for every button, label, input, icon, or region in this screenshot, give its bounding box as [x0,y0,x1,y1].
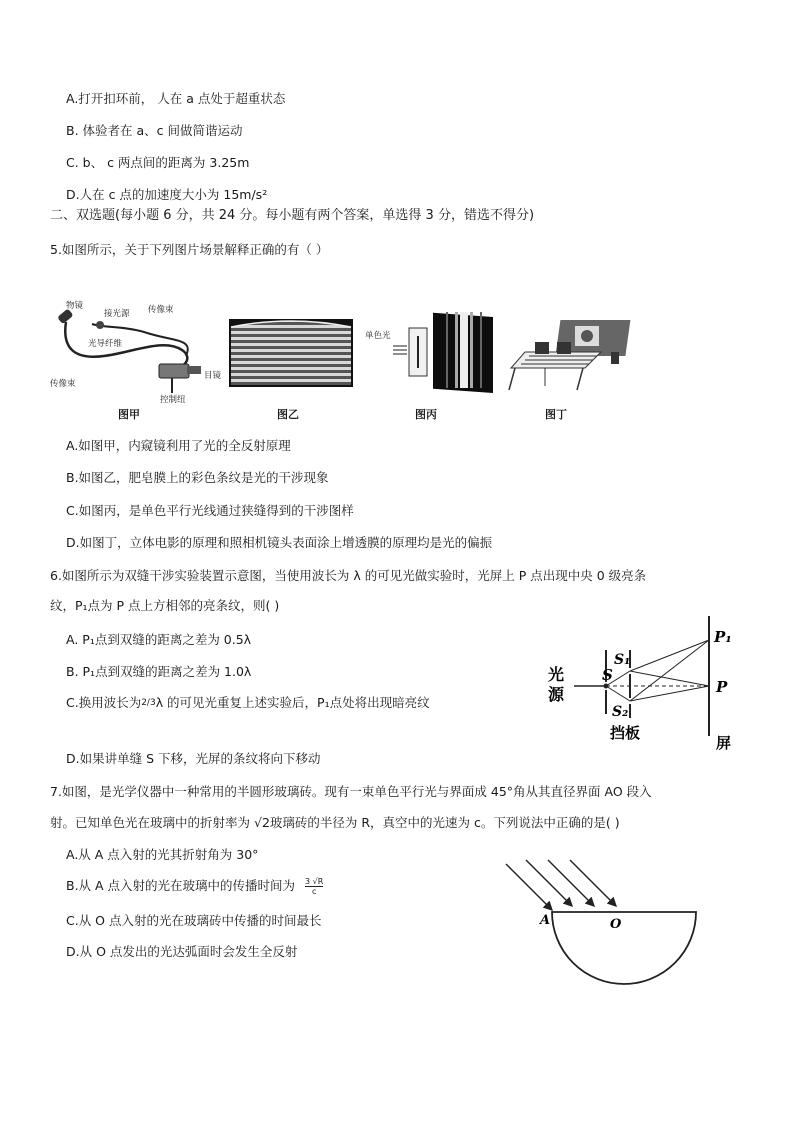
q4-option-b: B. 体验者在 a、c 间做简谐运动 [66,123,243,138]
q6-option-c-lead: C.换用波长为 [66,695,142,710]
q4-option-a: A.打开扣环前， 人在 a 点处于超重状态 [66,91,286,106]
q7-option-a: A.从 A 点入射的光其折射角为 30° [66,847,259,862]
q6-option-c [66,695,430,711]
endoscope-figure [44,298,224,405]
q6-stem-line2: 纹，P₁点为 P 点上方相邻的亮条纹，则( ) [50,598,280,613]
semicircle-glass-diagram [500,858,720,988]
diagram-label-o: O [610,917,622,932]
stereo-projector-figure [505,316,635,396]
section-heading: 二、双选题(每小题 6 分，共 24 分。每小题有两个答案，单选得 3 分，错选不得分) [50,208,535,223]
fig4-caption: 图丁 [545,408,567,421]
q4-option-d: D.人在 c 点的加速度大小为 15m/s² [66,187,268,202]
fig2-caption: 图乙 [277,408,299,421]
diagram-source-bottom: 源 [548,685,565,704]
q7-formula-den: c [311,887,317,896]
q7-option-c: C.从 O 点入射的光在玻璃砖中传播的时间最长 [66,913,322,928]
q7-formula-num: 3 √R [305,877,324,886]
q6-option-c-rest: λ 的可见光重复上述实验后，P₁点处将出现暗亮纹 [155,695,430,710]
q5-option-b: B.如图乙，肥皂膜上的彩色条纹是光的干涉现象 [66,470,329,485]
q6-option-d: D.如果讲单缝 S 下移，光屏的条纹将向下移动 [66,751,321,766]
diagram-label-a: A [540,913,551,928]
diagram-source-top: 光 [548,665,565,684]
fig1-label-control: 控制纽 [160,395,186,405]
diagram-label-p1: P₁ [714,628,732,646]
q4-option-c: C. b、 c 两点间的距离为 3.25m [66,155,250,170]
fig1-label-light: 接光源 [104,309,130,319]
fig3-label: 单色光 [365,331,391,341]
diagram-label-s1: S₁ [614,652,631,668]
diagram-label-p: P [716,678,728,696]
fig1-label-bundle: 传像束 [148,305,174,315]
diagram-label-screen: 屏 [716,734,732,752]
q5-option-c: C.如图丙，是单色平行光线通过狭缝得到的干涉图样 [66,503,354,518]
diagram-label-s: S [602,666,613,684]
q5-option-d: D.如图丁，立体电影的原理和照相机镜头表面涂上增透膜的原理均是光的偏振 [66,535,493,550]
fig1-label-objective: 物镜 [66,301,84,311]
q7-stem-line2: 射。已知单色光在玻璃中的折射率为 √2玻璃砖的半径为 R，真空中的光速为 c。下列说法中正确的是( ) [50,815,620,830]
q7-option-d: D.从 O 点发出的光达弧面时会发生全反射 [66,944,298,959]
diagram-label-s2: S₂ [612,704,629,720]
double-slit-diagram [544,614,744,754]
q6-option-c-fraction: 2/3 [141,698,156,708]
q6-option-a: A. P₁点到双缝的距离之差为 0.5λ [66,632,252,647]
single-slit-figure [365,306,497,390]
soap-film-figure [229,319,353,387]
fig3-caption: 图丙 [415,408,437,421]
q7-option-b [66,877,323,896]
q7-option-b-formula [305,877,323,896]
q7-stem-line1: 7.如图，是光学仪器中一种常用的半圆形玻璃砖。现有一束单色平行光与界面成 45°角从其直径界面 AO 段入 [50,784,652,799]
diagram-label-barrier: 挡板 [610,724,641,742]
q5-option-a: A.如图甲，内窥镜利用了光的全反射原理 [66,438,291,453]
q6-option-b: B. P₁点到双缝的距离之差为 1.0λ [66,664,252,679]
q5-stem: 5.如图所示，关于下列图片场景解释正确的有（ ） [50,242,329,257]
fig1-label-bundle2: 传像束 [50,379,76,389]
q7-option-b-lead: B.从 A 点入射的光在玻璃中的传播时间为 [66,878,296,893]
q6-stem-line1: 6.如图所示为双缝干涉实验装置示意图，当使用波长为 λ 的可见光做实验时，光屏上 P 点出现中央 0 级亮条 [50,568,647,583]
fig1-caption: 图甲 [118,408,140,421]
fig1-label-eyepiece: 目镜 [204,371,222,381]
fig1-label-fiber: 光导纤维 [88,339,123,349]
